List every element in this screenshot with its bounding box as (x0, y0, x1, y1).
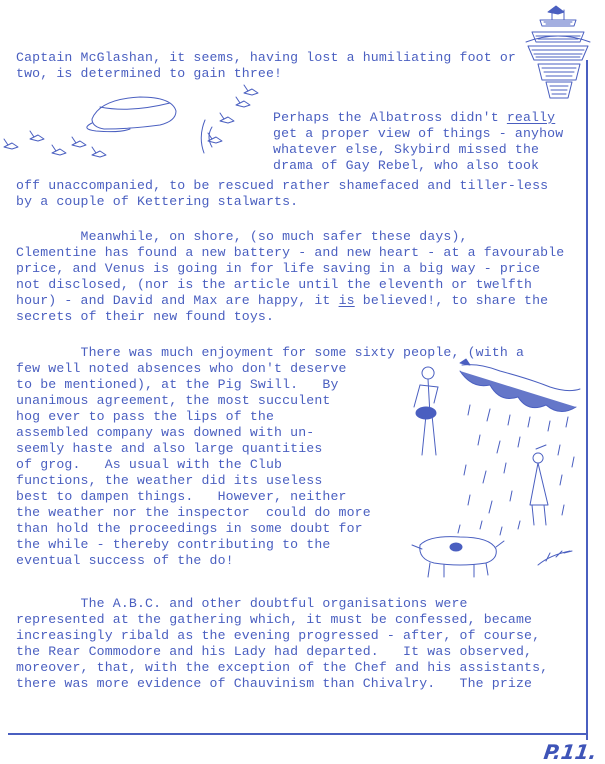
text-line: increasingly ribald as the evening progressed - after, of course, (16, 628, 541, 643)
text-fragment: believed!, to share the (354, 293, 549, 308)
text-line: than hold the proceedings in some doubt for (16, 521, 363, 536)
page-number: P.11. (542, 740, 599, 764)
text-line: Clementine has found a new battery - and new heart - at a favourable (16, 245, 565, 260)
right-border-rule (586, 60, 588, 740)
text-line: not disclosed, (nor is the article until the eleventh or twelfth (16, 277, 533, 292)
text-line: best to dampen things. However, neither (16, 489, 347, 504)
text-line: Captain McGlashan, it seems, having lost a humiliating foot or (16, 50, 516, 65)
cap-and-birds-illustration (0, 85, 270, 165)
text-line: the Rear Commodore and his Lady had departed. It was observed, (16, 644, 533, 659)
text-line: the while - thereby contributing to the (16, 537, 331, 552)
bottom-border-rule (8, 733, 588, 735)
text-line: moreover, that, with the exception of the Chef and his assistants, (16, 660, 549, 675)
text-line: There was much enjoyment for some sixty people, (with a (16, 345, 525, 360)
text-line: eventual success of the do! (16, 553, 234, 568)
text-fragment: Perhaps the Albatross didn't (273, 110, 507, 125)
text-line: by a couple of Kettering stalwarts. (16, 194, 299, 209)
text-line: the weather nor the inspector could do more (16, 505, 371, 520)
text-line: The A.B.C. and other doubtful organisations were (16, 596, 468, 611)
text-line: secrets of their new found toys. (16, 309, 275, 324)
text-line: there was more evidence of Chauvinism than Chivalry. The prize (16, 676, 533, 691)
text-line: drama of Gay Rebel, who also took (273, 158, 540, 173)
text-line: off unaccompanied, to be rescued rather shamefaced and tiller-less (16, 178, 549, 193)
text-line: assembled company was downed with un- (16, 425, 315, 440)
text-line (16, 293, 548, 308)
text-line: few well noted absences who don't deserve (16, 361, 347, 376)
text-line: to be mentioned), at the Pig Swill. By (16, 377, 339, 392)
text-line: two, is determined to gain three! (16, 66, 283, 81)
text-line: seemly haste and also large quantities (16, 441, 323, 456)
underlined-word: really (506, 110, 556, 125)
text-line: hog ever to pass the lips of the (16, 409, 275, 424)
text-fragment: hour) - and David and Max are happy, it (16, 293, 339, 308)
text-line: of grog. As usual with the Club (16, 457, 283, 472)
text-line: represented at the gathering which, it must be confessed, became (16, 612, 533, 627)
text-line: price, and Venus is going in for life saving in a big way - price (16, 261, 541, 276)
text-line: Meanwhile, on shore, (so much safer these days), (16, 229, 468, 244)
text-line: whatever else, Skybird missed the (273, 142, 540, 157)
text-line (273, 110, 555, 125)
rain-party-illustration (400, 345, 585, 595)
text-line: unanimous agreement, the most succulent (16, 393, 331, 408)
underlined-word: is (338, 293, 355, 308)
text-line: get a proper view of things - anyhow (273, 126, 564, 141)
text-line: functions, the weather did its useless (16, 473, 323, 488)
